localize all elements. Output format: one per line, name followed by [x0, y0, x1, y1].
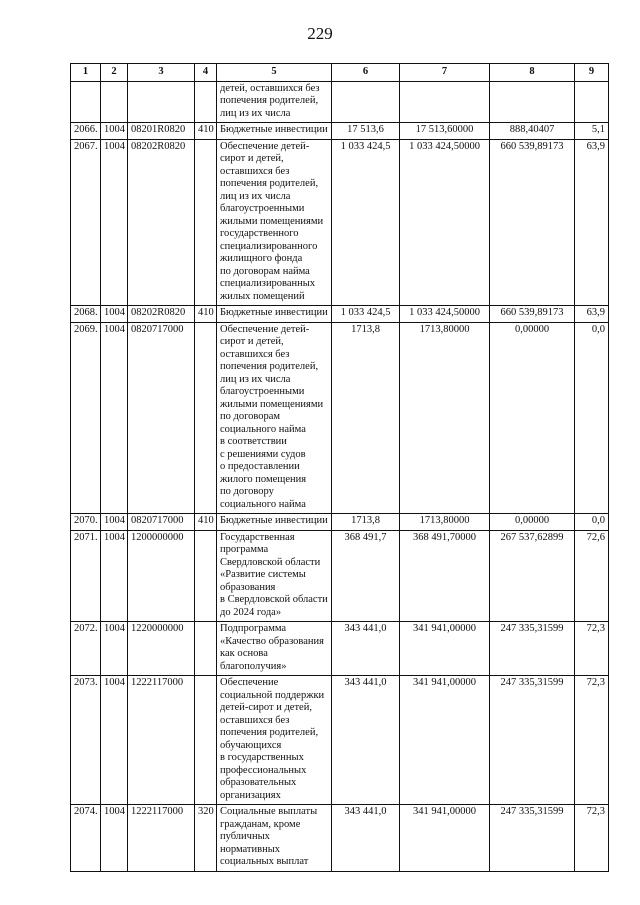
row-number-cell: 2066. — [71, 123, 101, 140]
section-code-cell: 1004 — [101, 514, 128, 531]
target-article-code-cell — [128, 81, 195, 123]
executed-amount-cell: 660 539,89173 — [490, 306, 575, 323]
target-article-code-cell: 1220000000 — [128, 622, 195, 676]
execution-percent-cell: 72,3 — [575, 676, 609, 805]
description-cell: Обеспечение детей- сирот и детей, оставшихся без попечения родителей, лиц из их числа благоустроенными жилыми помещениями государственного специализированного жилищного фонда по договорам найма специализированных жилых помещений — [217, 139, 332, 306]
executed-amount-cell — [490, 81, 575, 123]
description-cell: Государственная программа Свердловской области «Развитие системы образования в Свердловской области до 2024 года» — [217, 530, 332, 622]
row-number-cell — [71, 81, 101, 123]
executed-amount-cell: 247 335,31599 — [490, 805, 575, 872]
section-code-cell: 1004 — [101, 530, 128, 622]
execution-percent-cell: 0,0 — [575, 514, 609, 531]
table-row — [71, 622, 609, 676]
execution-percent-cell — [575, 81, 609, 123]
section-code-cell: 1004 — [101, 676, 128, 805]
expense-type-code-cell — [195, 139, 217, 306]
expense-type-code-cell — [195, 81, 217, 123]
description-cell: Бюджетные инвестиции — [217, 306, 332, 323]
expense-type-code-cell: 410 — [195, 514, 217, 531]
refined-amount-cell: 17 513,60000 — [400, 123, 490, 140]
row-number-cell: 2069. — [71, 322, 101, 514]
row-number-cell: 2067. — [71, 139, 101, 306]
refined-amount-cell: 341 941,00000 — [400, 622, 490, 676]
refined-amount-cell: 1 033 424,50000 — [400, 306, 490, 323]
section-code-cell — [101, 81, 128, 123]
page-number: 229 — [307, 24, 333, 43]
execution-percent-cell: 5,1 — [575, 123, 609, 140]
approved-amount-cell: 343 441,0 — [332, 676, 400, 805]
refined-amount-cell: 1713,80000 — [400, 322, 490, 514]
table-header-row — [71, 64, 609, 82]
expense-type-code-cell: 410 — [195, 306, 217, 323]
approved-amount-cell: 1 033 424,5 — [332, 139, 400, 306]
description-cell: Обеспечение детей- сирот и детей, оставшихся без попечения родителей, лиц из их числа благоустроенными жилыми помещениями по договорам социального найма в соответствии с решениями судов о предоставлении жилого помещения по договору социального найма — [217, 322, 332, 514]
budget-table — [70, 63, 609, 872]
expense-type-code-cell: 320 — [195, 805, 217, 872]
description-cell: Социальные выплаты гражданам, кроме публичных нормативных социальных выплат — [217, 805, 332, 872]
target-article-code-cell: 0820717000 — [128, 322, 195, 514]
execution-percent-cell: 0,0 — [575, 322, 609, 514]
header-col-8: 8 — [490, 64, 575, 82]
table-body — [71, 81, 609, 871]
header-col-1: 1 — [71, 64, 101, 82]
executed-amount-cell: 247 335,31599 — [490, 676, 575, 805]
row-number-cell: 2073. — [71, 676, 101, 805]
section-code-cell: 1004 — [101, 123, 128, 140]
target-article-code-cell: 1222117000 — [128, 676, 195, 805]
section-code-cell: 1004 — [101, 622, 128, 676]
target-article-code-cell: 08202R0820 — [128, 306, 195, 323]
target-article-code-cell: 0820717000 — [128, 514, 195, 531]
section-code-cell: 1004 — [101, 139, 128, 306]
approved-amount-cell: 1713,8 — [332, 514, 400, 531]
row-number-cell: 2068. — [71, 306, 101, 323]
header-col-9: 9 — [575, 64, 609, 82]
target-article-code-cell: 08201R0820 — [128, 123, 195, 140]
row-number-cell: 2074. — [71, 805, 101, 872]
execution-percent-cell: 63,9 — [575, 139, 609, 306]
target-article-code-cell: 1200000000 — [128, 530, 195, 622]
header-col-4: 4 — [195, 64, 217, 82]
table-row — [71, 805, 609, 872]
approved-amount-cell: 343 441,0 — [332, 622, 400, 676]
description-cell: Бюджетные инвестиции — [217, 123, 332, 140]
header-col-5: 5 — [217, 64, 332, 82]
row-number-cell: 2072. — [71, 622, 101, 676]
table-row — [71, 139, 609, 306]
refined-amount-cell: 1 033 424,50000 — [400, 139, 490, 306]
description-cell: Подпрограмма «Качество образования как основа благополучия» — [217, 622, 332, 676]
table-row — [71, 676, 609, 805]
description-cell: детей, оставшихся без попечения родителей, лиц из их числа — [217, 81, 332, 123]
section-code-cell: 1004 — [101, 322, 128, 514]
target-article-code-cell: 08202R0820 — [128, 139, 195, 306]
table-row — [71, 123, 609, 140]
executed-amount-cell: 267 537,62899 — [490, 530, 575, 622]
section-code-cell: 1004 — [101, 306, 128, 323]
execution-percent-cell: 72,6 — [575, 530, 609, 622]
header-col-6: 6 — [332, 64, 400, 82]
executed-amount-cell: 0,00000 — [490, 322, 575, 514]
refined-amount-cell: 341 941,00000 — [400, 805, 490, 872]
target-article-code-cell: 1222117000 — [128, 805, 195, 872]
table-row — [71, 514, 609, 531]
refined-amount-cell — [400, 81, 490, 123]
description-cell: Бюджетные инвестиции — [217, 514, 332, 531]
row-number-cell: 2070. — [71, 514, 101, 531]
expense-type-code-cell — [195, 530, 217, 622]
execution-percent-cell: 72,3 — [575, 622, 609, 676]
approved-amount-cell: 1 033 424,5 — [332, 306, 400, 323]
expense-type-code-cell — [195, 622, 217, 676]
expense-type-code-cell — [195, 322, 217, 514]
refined-amount-cell: 341 941,00000 — [400, 676, 490, 805]
header-col-7: 7 — [400, 64, 490, 82]
section-code-cell: 1004 — [101, 805, 128, 872]
approved-amount-cell — [332, 81, 400, 123]
expense-type-code-cell — [195, 676, 217, 805]
header-col-3: 3 — [128, 64, 195, 82]
approved-amount-cell: 368 491,7 — [332, 530, 400, 622]
refined-amount-cell: 368 491,70000 — [400, 530, 490, 622]
approved-amount-cell: 17 513,6 — [332, 123, 400, 140]
table-row — [71, 81, 609, 123]
approved-amount-cell: 1713,8 — [332, 322, 400, 514]
refined-amount-cell: 1713,80000 — [400, 514, 490, 531]
description-cell: Обеспечение социальной поддержки детей-сирот и детей, оставшихся без попечения родителей, обучающихся в государственных профессиональных образовательных организациях — [217, 676, 332, 805]
executed-amount-cell: 888,40407 — [490, 123, 575, 140]
approved-amount-cell: 343 441,0 — [332, 805, 400, 872]
row-number-cell: 2071. — [71, 530, 101, 622]
executed-amount-cell: 247 335,31599 — [490, 622, 575, 676]
header-col-2: 2 — [101, 64, 128, 82]
table-row — [71, 530, 609, 622]
execution-percent-cell: 63,9 — [575, 306, 609, 323]
execution-percent-cell: 72,3 — [575, 805, 609, 872]
table-row — [71, 306, 609, 323]
executed-amount-cell: 660 539,89173 — [490, 139, 575, 306]
executed-amount-cell: 0,00000 — [490, 514, 575, 531]
table-row — [71, 322, 609, 514]
expense-type-code-cell: 410 — [195, 123, 217, 140]
